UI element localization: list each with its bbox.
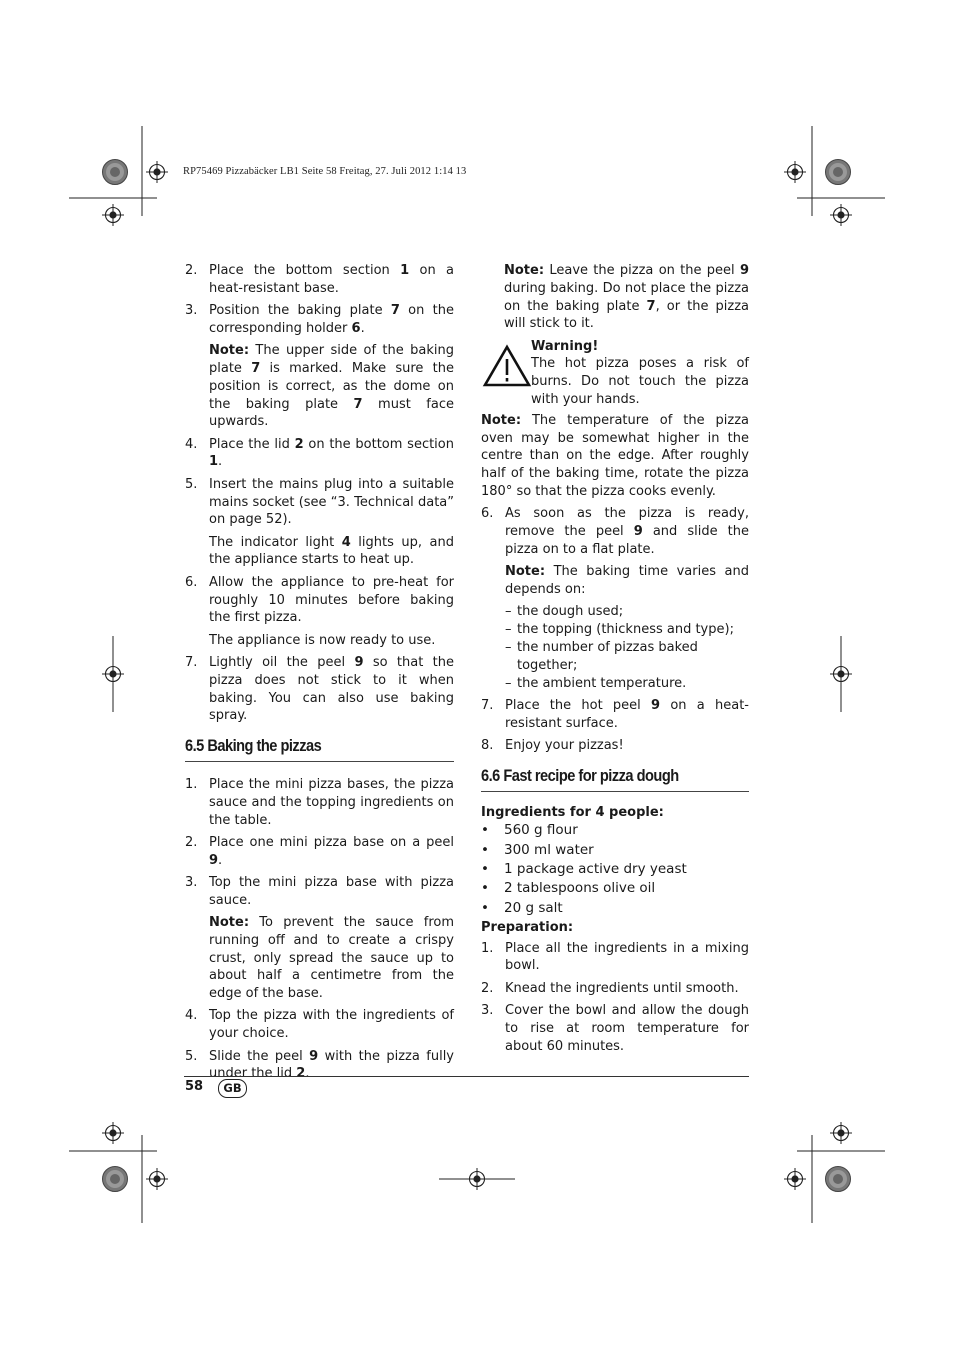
list-item: 6. Allow the appliance to pre-heat for roughly 10 minutes before baking the first pizza.: [185, 574, 454, 626]
list-item: • 20 g salt: [481, 899, 563, 916]
ingredients-list: [481, 822, 749, 917]
list-item: 6. As soon as the pizza is ready, remove the peel 9 and slide the pizza on to a flat plate.: [481, 506, 749, 557]
list-item: 4. Place the lid 2 on the bottom section 1.: [185, 436, 454, 470]
note: Note: The baking time varies and depends on:: [505, 564, 749, 598]
warning-title: Warning!: [531, 338, 599, 354]
list-item: 8. Enjoy your pizzas!: [481, 737, 624, 753]
section-heading-6-5: 6.5 Baking the pizzas: [185, 737, 454, 762]
warning-triangle-icon: [481, 338, 531, 409]
footer-divider: [184, 1076, 749, 1077]
sub-paragraph: The indicator light 4 lights up, and the appliance starts to heat up.: [209, 534, 454, 568]
list-item: – the ambient temperature.: [505, 675, 687, 691]
preparation-heading: Preparation:: [481, 919, 574, 935]
note: Note: The upper side of the baking plate 7 is marked. Make sure the position is correct, as the dome on the baking plate 7 must face upwards.: [209, 343, 454, 430]
list-item: • 300 ml water: [481, 841, 594, 858]
list-item: 2. Place one mini pizza base on a peel 9.: [185, 834, 454, 868]
page-number: 58: [185, 1079, 204, 1094]
list-item: 3. Position the baking plate 7 on the corresponding holder 6.: [185, 303, 454, 336]
list-item: • 560 g flour: [481, 822, 578, 839]
sub-paragraph: The appliance is now ready to use.: [209, 632, 436, 648]
list-item: • 2 tablespoons olive oil: [481, 880, 656, 897]
ingredients-heading: Ingredients for 4 people:: [481, 804, 664, 820]
left-column: [185, 262, 454, 1088]
list-item: 7. Lightly oil the peel 9 so that the pizza does not stick to it when baking. You can also use baking spray.: [185, 654, 455, 724]
note: Note: The temperature of the pizza oven may be somewhat higher in the centre than on the edge. After roughly half of the baking time, rotate the pizza 180° so that the pizza cooks evenly.: [481, 412, 749, 500]
list-item: 7. Place the hot peel 9 on a heat-resistant surface.: [481, 697, 749, 731]
list-item: 1. Place all the ingredients in a mixing bowl.: [481, 940, 749, 974]
note: Note: Leave the pizza on the peel 9 during baking. Do not place the pizza on the baking plate 7, or the pizza will stick to it.: [504, 263, 749, 332]
section-heading-6-6: 6.6 Fast recipe for pizza dough: [481, 767, 749, 792]
list-item: – the topping (thickness and type);: [505, 622, 734, 638]
list-item: 2. Knead the ingredients until smooth.: [481, 980, 739, 996]
list-item: 1. Place the mini pizza bases, the pizza sauce and the topping ingredients on the table.: [185, 776, 454, 828]
list-item: – the dough used;: [505, 604, 624, 620]
list-item: • 1 package active dry yeast: [481, 860, 687, 877]
list-item: 5. Slide the peel 9 with the pizza fully under the lid 2.: [185, 1048, 454, 1082]
list-item: 2. Place the bottom section 1 on a heat-resistant base.: [185, 263, 454, 296]
language-badge: GB: [218, 1079, 247, 1098]
list-item: 4. Top the pizza with the ingredients of your choice.: [185, 1008, 454, 1042]
right-column: [481, 262, 749, 1060]
list-item: 3. Cover the bowl and allow the dough to rise at room temperature for about 60 minutes.: [481, 1002, 749, 1054]
print-header: RP75469 Pizzabäcker LB1 Seite 58 Freitag, 27. Juli 2012 1:14 13: [183, 166, 467, 177]
list-item: – the number of pizzas baked together;: [505, 639, 698, 673]
note: Note: To prevent the sauce from running off and to create a crispy crust, only spread the sauce up to about half a centimetre from the edge of the base.: [209, 915, 454, 1002]
warning-block: [481, 338, 749, 409]
dash-list: [481, 603, 749, 692]
list-item: 5. Insert the mains plug into a suitable mains socket (see “3. Technical data” on page 52).: [185, 476, 454, 528]
list-item: 3. Top the mini pizza base with pizza sauce.: [185, 874, 454, 908]
warning-text: The hot pizza poses a risk of burns. Do not touch the pizza with your hands.: [531, 356, 749, 408]
